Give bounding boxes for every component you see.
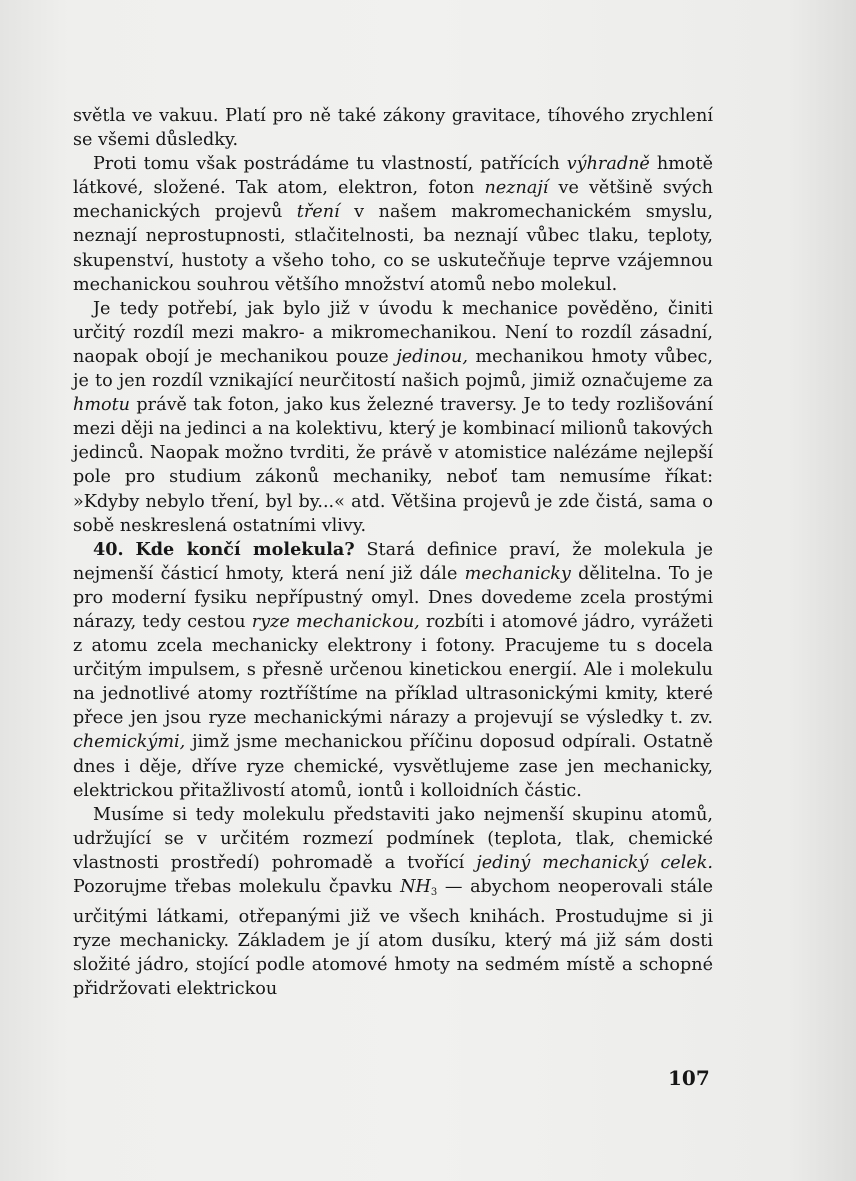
body-text bbox=[73, 104, 713, 1001]
paragraph-continuation bbox=[73, 104, 713, 152]
text-run: Proti tomu však postrádáme tu vlastností, patřících bbox=[93, 154, 567, 175]
emphasis: hmotu bbox=[73, 395, 131, 416]
text-run: světla ve vakuu. Platí pro ně také zákony gravitace, tíhového zrychlení se všemi důsledky. bbox=[73, 106, 713, 151]
emphasis: mechanicky bbox=[464, 563, 571, 584]
emphasis: tření bbox=[296, 202, 340, 223]
paragraph-mechanics bbox=[73, 297, 713, 538]
paragraph-molecule bbox=[73, 803, 713, 1002]
emphasis: jediný mechanický celek. bbox=[476, 852, 714, 873]
text-run: hmotě látkové, složené. Tak atom, elektron, foton bbox=[73, 154, 713, 199]
emphasis: jedinou, bbox=[396, 346, 468, 367]
text-run: Pozorujme třebas molekulu čpavku bbox=[73, 877, 401, 897]
emphasis: neznají bbox=[484, 178, 549, 199]
text-run: mechanikou hmoty vůbec, je to jen rozdíl vznikající neurčitostí našich pojmů, jimiž označujeme za bbox=[73, 346, 713, 392]
text-run: dělitelna. To je pro moderní fysiku nepřípustný omyl. Dnes dovedeme zcela prostými nárazy, tedy cestou bbox=[73, 563, 714, 632]
text-run: Musíme si tedy molekulu představiti jako nejmenší skupinu atomů, udržující se v určitém rozmezí podmínek (teplota, tlak, chemické vlastnosti prostředí) pohromadě a tvořící bbox=[73, 804, 713, 873]
text-run: v našem makromechanickém smyslu, neznají neprostupnosti, stlačitelnosti, ba neznají vůbec tlaku, teploty, skupenství, hustoty a všeho toho, co se uskutečňuje teprve vzájemnou mechanickou souhrou většího množství atomů nebo molekul. bbox=[73, 202, 713, 295]
emphasis: ryze mechanickou, bbox=[251, 611, 420, 632]
section-number: 40. bbox=[93, 538, 124, 560]
text-run: Stará definice praví, že molekula je nejmenší částicí hmoty, která není již dále bbox=[73, 539, 714, 584]
formula-subscript: 3 bbox=[430, 887, 438, 898]
text-run: jimž jsme mechanickou příčinu doposud odpírali. Ostatně dnes i děje, dříve ryze chemické, vysvětlujeme zase jen mechanicky, elektrickou přitažlivostí atomů, iontů i kolloidních částic. bbox=[73, 732, 713, 801]
text-run: ve většině svých mechanických projevů bbox=[73, 178, 714, 223]
page-number: 107 bbox=[668, 1066, 710, 1090]
text-run: — abychom neoperovali stále určitými látkami, otřepanými již ve všech knihách. Prostudujme si ji ryze mechanicky. Základem je jí atom dusíku, který má již sám dosti složité jádro, stojící podle atomové hmoty na sedmém místě a schopné přidržovati elektrickou bbox=[73, 877, 713, 1000]
section-title: Kde končí molekula? bbox=[135, 538, 355, 560]
emphasis: chemickými, bbox=[73, 732, 186, 753]
paragraph-properties bbox=[73, 152, 713, 297]
text-run: právě tak foton, jako kus železné traversy. Je to tedy rozlišování mezi ději na jedinci a na kolektivu, který je kombinací milionů takových jedinců. Naopak možno tvrditi, že právě v atomistice nalézáme nejlepší pole pro studium zákonů mechaniky, neboť tam nemusíme říkat: »Kdyby nebylo tření, byl by...« atd. Většina projevů je zde čistá, sama o sobě neskreslená ostatními vlivy. bbox=[73, 395, 713, 536]
text-run: rozbíti i atomové jádro, vyrážeti z atomu zcela mechanicky elektrony i fotony. Pracujeme tu s docela určitým impulsem, s přesně určenou kinetickou energií. Ale i molekulu na jednotlivé atomy roztříštíme na příklad ultrasonickými kmity, které přece jen jsou ryze mechanickými nárazy a projevují se výsledky t. zv. bbox=[73, 611, 713, 729]
section-40 bbox=[73, 538, 713, 803]
chemical-formula: NH bbox=[400, 877, 431, 897]
emphasis: výhradně bbox=[566, 154, 650, 175]
text-run: Je tedy potřebí, jak bylo již v úvodu k mechanice pověděno, činiti určitý rozdíl mezi makro- a mikromechanikou. Není to rozdíl zásadní, naopak obojí je mechanikou pouze bbox=[73, 298, 713, 367]
